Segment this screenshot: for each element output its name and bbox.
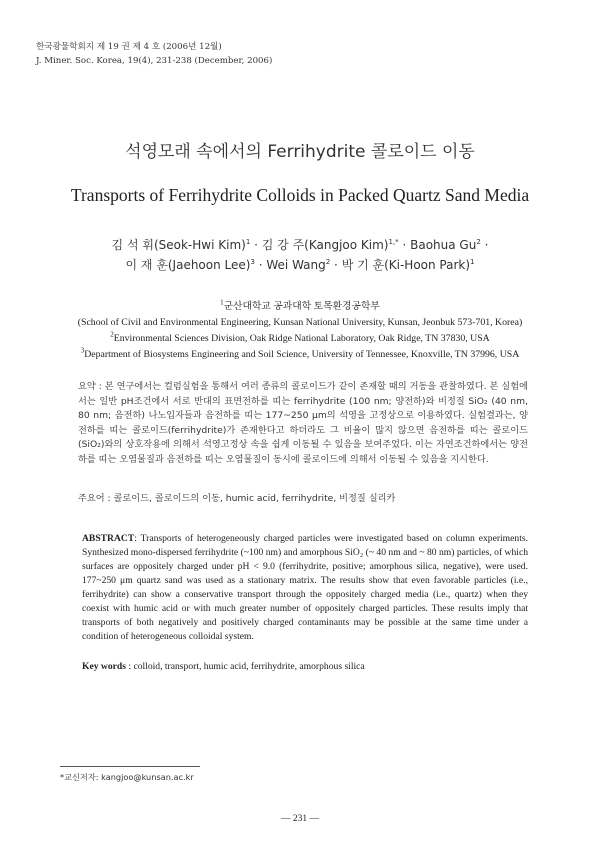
- corresponding-author-footnote: *교신저자: kangjoo@kunsan.ac.kr: [60, 772, 194, 782]
- affiliation-ko: [0, 299, 600, 315]
- journal-header-ko: 한국광물학회지 제 19 권 제 4 호 (2006년 12월): [36, 42, 222, 52]
- author-name: Baohua Gu: [410, 238, 477, 252]
- keywords-english: [82, 661, 528, 672]
- author-affil-mark: 2: [476, 238, 481, 246]
- author-separator: ·: [250, 238, 262, 252]
- author-name: 김 강 주(Kangjoo Kim): [261, 238, 389, 252]
- author-name: 이 재 훈(Jaehoon Lee): [125, 258, 251, 272]
- author-name: 김 석 휘(Seok-Hwi Kim): [111, 238, 246, 252]
- abstract-body: : Transports of heterogeneously charged particles were investigated based on column experiments. Synthesized mono-dispersed ferrihydrite (~100 nm) and amorphous SiO₂ (~ 40 nm and ~ 80 nm) particles, of which surfaces are oppositely charged under pH < 9.0 (ferrihydrite, positive; amorphous silica, negative), were used. 177~250 μm quartz sand was used as a stationary matrix. The results show that even favorable particles (i.e., ferrihydrite) can show a conservative transport through the oppositely charged media (i.e., quartz) when they coexist with humic acid or with much greater number of oppositely charged particles. These results imply that transports of both negatively and positively charged contaminants may be possible at the same time under a condition of heterogeneous colloidal system.: [82, 533, 528, 642]
- author-list: [0, 235, 600, 275]
- author-name: 박 기 훈(Ki-Hoon Park): [341, 258, 471, 272]
- keywords-korean: 주요어 : 콜로이드, 콜로이드의 이동, humic acid, ferrihydrite, 비정질 실리카: [78, 493, 396, 504]
- author-separator: ·: [330, 258, 342, 272]
- author-line-2: [0, 255, 600, 275]
- affil-mark: 2: [110, 330, 114, 339]
- journal-header-en: J. Miner. Soc. Korea, 19(4), 231-238 (December, 2006): [36, 56, 273, 66]
- affiliations: [0, 299, 600, 363]
- footnote-divider: [60, 766, 200, 767]
- affiliation-3: [0, 347, 600, 363]
- author-affil-mark: 2: [325, 258, 331, 266]
- journal-header: [36, 40, 272, 68]
- abstract-label: ABSTRACT: [82, 533, 135, 544]
- author-affil-mark: 1: [470, 258, 475, 266]
- abstract-english: [82, 532, 528, 644]
- page-number: — 231 —: [281, 814, 319, 824]
- affil-mark: 1: [220, 298, 224, 307]
- affil-mark: 3: [80, 346, 85, 355]
- abstract-korean: 요약 : 본 연구에서는 컬럼실험을 통해서 여러 종류의 콜로이드가 같이 존재할 때의 거동을 관찰하였다. 본 실험에서는 일반 pH조건에서 서로 반대의 표면전하를 띠는 ferrihydrite (100 nm; 양전하)와 비정질 SiO₂ (40 nm, 80 nm; 음전하) 나노입자들과 음전하를 띠는 177~250 μm의 석영을 고정상으로 이용하였다. 실험결과는, 양전하를 띠는 콜로이드(ferrihydrite)가 존재한다고 하더라도 그 비율이 많지 않으면 음전하를 띠는 콜로이드(SiO₂)와의 상호작용에 의해서 석영고정상 속을 쉽게 이동될 수 있음을 보여주었다. 이는 자연조건하에서는 양전하를 띠는 오염물질과 음전하를 띠는 오염물질이 동시에 콜로이드에 의해서 이동될 수 있음을 지시한다.: [78, 381, 528, 465]
- author-separator: ·: [254, 258, 267, 272]
- author-line-1: [0, 235, 600, 255]
- author-name: Wei Wang: [266, 258, 326, 272]
- keywords-body: : colloid, transport, humic acid, ferrihydrite, amorphous silica: [128, 661, 365, 672]
- keywords-label: Key words: [82, 661, 126, 672]
- author-affil-mark: 1,*: [388, 238, 399, 246]
- affiliation-text: 군산대학교 공과대학 토목환경공학부: [223, 301, 380, 312]
- title-korean: 석영모래 속에서의 Ferrihydrite 콜로이드 이동: [125, 142, 475, 162]
- affiliation-1-en: (School of Civil and Environmental Engineering, Kunsan National University, Kunsan, Jeonbuk 573-701, Korea): [77, 317, 523, 328]
- author-affil-mark: 3: [250, 258, 255, 266]
- author-separator: ·: [398, 238, 411, 252]
- author-separator: ·: [480, 238, 489, 252]
- title-english: Transports of Ferrihydrite Colloids in Packed Quartz Sand Media: [70, 185, 530, 205]
- affiliation-text: Department of Biosystems Engineering and Soil Science, University of Tennessee, Knoxville, TN 37996, USA: [84, 349, 520, 360]
- affiliation-2: [0, 331, 600, 347]
- author-affil-mark: 1: [245, 238, 251, 246]
- affiliation-text: Environmental Sciences Division, Oak Ridge National Laboratory, Oak Ridge, TN 37830, USA: [113, 333, 490, 344]
